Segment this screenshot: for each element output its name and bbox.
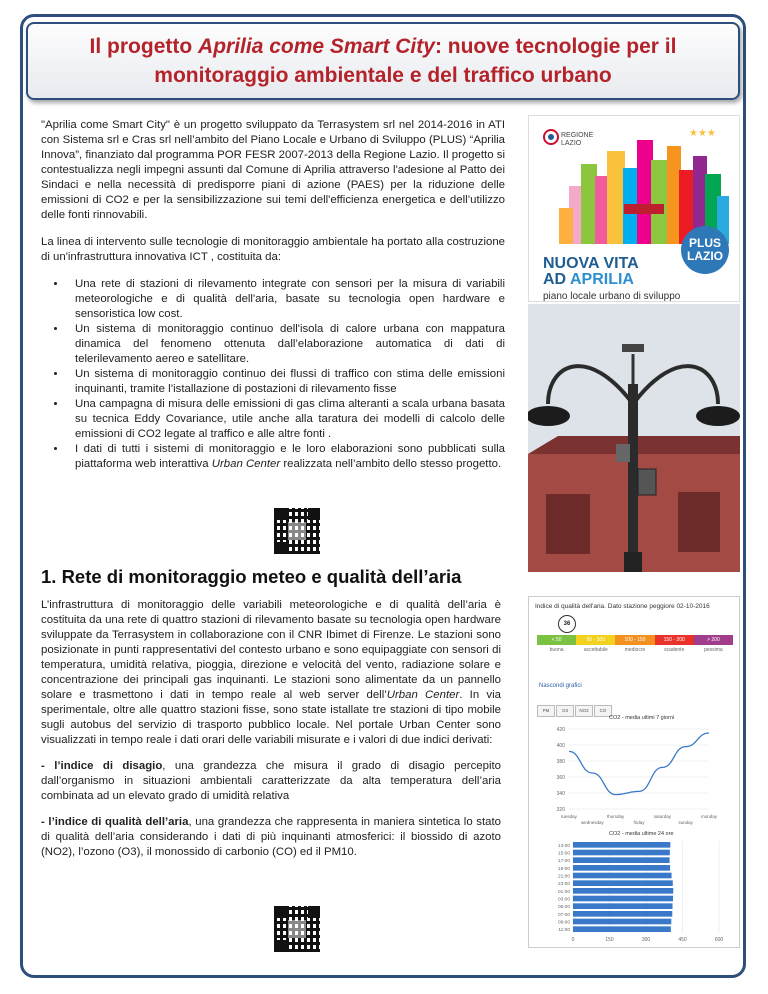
category-label: 13:00 <box>557 843 570 849</box>
section-1-heading: 1. Rete di monitoraggio meteo e qualità dell’aria <box>41 566 462 587</box>
indice-disagio-paragraph: - l’indice di disagio, una grandezza che misura il grado di disagio percepito dall’organismo in situazioni ambientali caratterizzate da alta temperatura dell’aria combinata ad un elevato grado di umidità relativa <box>41 760 501 802</box>
svg-text:★★★: ★★★ <box>689 128 716 139</box>
pollutant-tabs <box>537 705 613 717</box>
street-lamp-illustration <box>528 304 740 572</box>
aq-scale-label: scadente <box>664 647 685 653</box>
aq-scale-label: mediocre <box>624 647 646 653</box>
x-tick-label: saturday <box>653 814 671 819</box>
list-item: • Una campagna di misura delle emissioni di gas clima alteranti a scala urbana basata su tecnica Eddy Covariance, utile anche alla taratura dei modelli di calcolo delle emissioni di CO2 legate al traffico e alle altre fonti . <box>67 397 505 442</box>
x-tick-label: 150 <box>605 937 614 943</box>
y-tick-label: 360 <box>556 775 565 781</box>
x-tick-label: sunday <box>678 820 693 825</box>
aq-scale-label: accettabile <box>583 647 608 653</box>
aq-scale-bar <box>537 635 733 645</box>
x-tick-label: 0 <box>571 937 575 943</box>
section-1-text <box>41 598 501 871</box>
aq-scale-segment: 150 - 200 <box>655 635 694 645</box>
intro-paragraph-2: La linea di intervento sulle tecnologie di monitoraggio ambientale ha portato alla costruzione di un'infrastruttura innovativa ICT , costituita da: <box>41 236 505 263</box>
list-item: • Un sistema di monitoraggio continuo dell'isola di calore urbana con mappatura dinamica del fenomeno ottenuta dall’elaborazione automatica di dati di telerilevamento aereo e satellitare. <box>67 322 505 367</box>
bar <box>573 911 672 917</box>
x-tick-label: thursday <box>607 814 625 819</box>
category-label: 15:00 <box>557 851 570 857</box>
aq-scale-labels <box>537 647 733 653</box>
category-label: 05:00 <box>557 905 570 911</box>
list-item: • I dati di tutti i sistemi di monitoraggio e le loro elaborazioni sono pubblicati sulla piattaforma web interattiva Urban Center realizzata nell’ambito dello stesso progetto. <box>67 442 505 472</box>
category-label: 19:00 <box>557 866 570 872</box>
y-tick-label: 380 <box>556 759 565 765</box>
category-label: 09:00 <box>557 920 570 926</box>
category-label: 23:00 <box>557 882 570 888</box>
infrastructure-list <box>41 277 505 472</box>
category-label: 03:00 <box>557 897 570 903</box>
bar <box>573 926 671 932</box>
x-tick-label: wednesday <box>580 820 604 825</box>
y-tick-label: 340 <box>556 791 565 797</box>
category-label: 07:00 <box>557 912 570 918</box>
plus-lazio-badge: PLUS LAZIO <box>681 226 729 274</box>
bar <box>573 857 670 863</box>
aq-scale-segment: > 200 <box>694 635 733 645</box>
aq-scale-label: pessima <box>704 647 723 653</box>
bar <box>573 880 673 886</box>
aq-index-badge: 36 <box>558 615 576 633</box>
y-tick-label: 320 <box>556 807 565 813</box>
aq-scale-segment: 50 - 100 <box>576 635 615 645</box>
chart-1-title: CO2 - media ultimi 7 giorni <box>609 715 675 721</box>
category-label: 21:00 <box>557 874 570 880</box>
chart-2-title: CO2 - media ultime 24 ore <box>609 831 674 837</box>
list-item: • Una rete di stazioni di rilevamento integrate con sensori per la misura di variabili meteorologiche e di qualità dell'aria, basate su tecnologia open hardware e sensoristica low cost. <box>67 277 505 322</box>
aq-scale-segment: < 50 <box>537 635 576 645</box>
bar <box>573 896 673 902</box>
x-tick-label: 300 <box>641 937 651 943</box>
tab-pm[interactable]: PM <box>537 705 555 717</box>
tab-no2[interactable]: NO2 <box>575 705 593 717</box>
x-tick-label: 450 <box>678 937 687 943</box>
bar <box>573 903 673 909</box>
bar <box>573 842 670 848</box>
bar <box>573 865 670 871</box>
intro-paragraph-1: "Aprilia come Smart City" è un progetto sviluppato da Terrasystem srl nel 2014-2016 in ATI con Sistema srl e Cras srl nell’ambito del Piano Locale e Urbano di Sviluppo (PLUS) “Aprilia Innova”, finanziato dal programma POR FESR 2007-2013 della Regione Lazio. Il progetto si contestualizza negli impegni assunti dal Comune di Aprilia attraverso l'adesione al Patto dei Sindaci e nella necessità di predisporre piani di azione (PAES) per la riduzione delle emissioni di CO2 e per la sensibilizzazione sui temi dell'efficienza energetica e dell’utilizzo delle fonti rinnovabili. <box>41 119 505 221</box>
bar <box>573 850 670 856</box>
section-1-paragraph-1: L’infrastruttura di monitoraggio delle variabili meteorologiche e di qualità dell’aria è costituita da una rete di quattro stazioni di rilevamento basate su tecnologia open hardware sviluppate da Terrasystem in collaborazione con il CNR Ibimet di Firenze. Le stazioni sono posizionate in punti rappresentativi del contesto urbano e sono equipaggiate con sensori di temperatura, umidità relativa, pioggia, direzione e velocità del vento, radiazione solare e concentrazione dei principali gas inquinanti. Le stazioni sono alimentate da un pannello solare e trasmettono i dati in tempo reale al web server dell’Urban Center. In via sperimentale, oltre alle quattro stazioni fisse, sono state istallate tre stazioni di tipo mobile sugli autobus del servizio di trasporto pubblico locale. Nel portale Urban Center sono visualizzati in tempo reale i dati orari delle variabili misurate e i valori di due indici derivati: <box>41 599 501 746</box>
co2-7-day-line-chart <box>529 721 739 831</box>
regione-lazio-label: REGIONE LAZIO <box>561 132 594 147</box>
bar <box>573 888 673 894</box>
indice-qualita-paragraph: - l’indice di qualità dell’aria, una grandezza che rappresenta in maniera sintetica lo stato di qualità dell’aria considerando i dati di più inquinanti atmosferici: il biossido di azoto (NO2), l’ozono (O3), il monossido di carbonio (CO) ed il PM10. <box>41 816 501 858</box>
y-tick-label: 400 <box>556 743 565 749</box>
monitoring-station-photo <box>528 304 740 572</box>
aq-scale-label: buona <box>549 647 564 653</box>
list-item: • Un sistema di monitoraggio continuo dei flussi di traffico con stima delle emissioni inquinanti, tramite l’istallazione di postazioni di rilevamento fisse <box>67 367 505 397</box>
tab-co[interactable]: CO <box>594 705 612 717</box>
co2-24-hour-bar-chart <box>529 837 739 947</box>
y-tick-label: 420 <box>556 727 565 733</box>
plus-lazio-poster <box>528 115 740 302</box>
aq-scale-segment: 100 - 150 <box>615 635 654 645</box>
qr-code-1[interactable] <box>274 508 320 554</box>
hide-charts-link[interactable]: Nascondi grafici <box>539 683 582 689</box>
bar <box>573 919 671 925</box>
page-title: Il progetto Aprilia come Smart City: nuove tecnologie per il monitoraggio ambientale e del traffico urbano <box>89 35 677 87</box>
aq-header: Indice di qualità dell'aria. Dato stazione peggiore 02-10-2016 <box>535 603 710 610</box>
x-tick-label: monday <box>700 814 718 819</box>
x-tick-label: friday <box>633 820 645 825</box>
regione-lazio-logo <box>543 128 594 150</box>
tab-o3[interactable]: O3 <box>556 705 574 717</box>
air-quality-panel <box>528 596 740 948</box>
qr-code-2[interactable] <box>274 906 320 952</box>
poster-subtitle: piano locale urbano di sviluppo <box>543 291 681 302</box>
x-tick-label: tuesday <box>561 814 577 819</box>
x-tick-label: 600 <box>714 937 724 943</box>
category-label: 11:00 <box>558 928 570 934</box>
category-label: 01:00 <box>557 889 570 895</box>
title-box <box>26 22 740 100</box>
nuova-vita-heading: NUOVA VITA AD APRILIA <box>543 255 639 288</box>
intro-text <box>41 118 505 472</box>
bar <box>573 873 672 879</box>
series-line <box>569 733 709 795</box>
category-label: 17:00 <box>557 859 570 865</box>
